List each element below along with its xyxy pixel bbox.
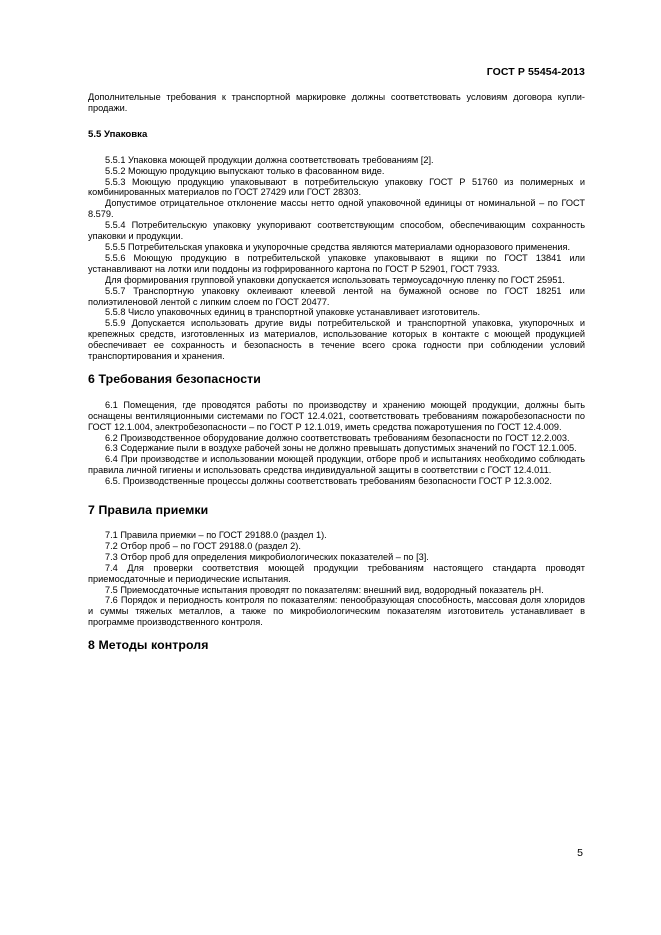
paragraph-7-5: 7.5 Приемосдаточные испытания проводят по показателям: внешний вид, водородный показатель рН. [105, 584, 544, 595]
paragraph-5-5-3-tolerance: Допустимое отрицательное отклонение массы нетто одной упаковочной единицы от номинальной – по ГОСТ 8.579. [88, 198, 585, 220]
paragraph-5-5-6-group: Для формирования групповой упаковки допускается использовать термоусадочную пленку по ГОСТ 25951. [105, 274, 565, 285]
paragraph-7-3: 7.3 Отбор проб для определения микробиологических показателей – по [3]. [105, 551, 429, 562]
section-6-heading: 6 Требования безопасности [88, 371, 261, 386]
section-8-heading: 8 Методы контроля [88, 638, 209, 653]
document-body [88, 92, 585, 666]
paragraph-7-2: 7.2 Отбор проб – по ГОСТ 29188.0 (раздел 2). [105, 540, 301, 551]
paragraph-5-5-6: 5.5.6 Моющую продукцию в потребительской упаковке упаковывают в ящики по ГОСТ 13841 или устанавливают на лотки или поддоны из гофрированного картона по ГОСТ Р 52901, ГОСТ 7933. [88, 252, 585, 274]
intro-paragraph: Дополнительные требования к транспортной маркировке должны соответствовать условиям договора купли-продажи. [88, 92, 585, 113]
paragraph-5-5-2: 5.5.2 Моющую продукцию выпускают только в фасованном виде. [105, 165, 385, 176]
paragraph-5-5-5: 5.5.5 Потребительская упаковка и укупорочные средства являются материалами одноразового применения. [105, 241, 571, 252]
paragraph-6-4: 6.4 При производстве и использовании моющей продукции, отборе проб и испытаниях необходимо соблюдать правила личной гигиены и использовать средства индивидуальной защиты в соответствии с ГОСТ 12.4.011. [88, 454, 585, 476]
section-5-5-heading: 5.5 Упаковка [88, 128, 148, 140]
paragraph-6-2: 6.2 Производственное оборудование должно соответствовать требованиям безопасности по ГОСТ 12.2.003. [105, 432, 570, 443]
paragraph-5-5-4: 5.5.4 Потребительскую упаковку укупоривают соответствующим способом, обеспечивающим сохранность упаковки и продукции. [88, 220, 585, 242]
paragraph-7-4: 7.4 Для проверки соответствия моющей продукции требованиям настоящего стандарта проводят приемосдаточные и периодические испытания. [88, 562, 585, 584]
paragraph-5-5-9: 5.5.9 Допускается использовать другие виды потребительской и транспортной упаковка, укупорочных и крепежных средств, изготовленных из материалов, использование которых в контакте с моющей продукцией обеспечивает ее сохранность и безопасность в течение всего срока годности при соблюдении условий транспортирования и хранения. [88, 318, 585, 362]
paragraph-5-5-7: 5.5.7 Транспортную упаковку оклеивают клеевой лентой на бумажной основе по ГОСТ 18251 или полиэтиленовой лентой с липким слоем по ГОСТ 20477. [88, 285, 585, 307]
paragraph-5-5-1: 5.5.1 Упаковка моющей продукции должна соответствовать требованиям [2]. [105, 154, 434, 165]
paragraph-5-5-3: 5.5.3 Моющую продукцию упаковывают в потребительскую упаковку ГОСТ Р 51760 из полимерных и комбинированных материалов по ГОСТ 27429 или ГОСТ 28303. [88, 176, 585, 198]
paragraph-6-1: 6.1 Помещения, где проводятся работы по производству и хранению моющей продукции, должны быть оснащены вентиляционными системами по ГОСТ 12.4.021, соответствовать требованиям пожаробезопасности по ГОСТ 12.1.004, электробезопасности – по ГОСТ Р 12.1.019, иметь средства пожаротушения по ГОСТ 12.4.009. [88, 399, 585, 432]
paragraph-6-5: 6.5. Производственные процессы должны соответствовать требованиям безопасности ГОСТ Р 12.3.002. [105, 476, 552, 487]
paragraph-6-3: 6.3 Содержание пыли в воздухе рабочей зоны не должно превышать допустимых значений по ГОСТ 12.1.005. [105, 443, 577, 454]
paragraph-7-1: 7.1 Правила приемки – по ГОСТ 29188.0 (раздел 1). [105, 530, 327, 540]
standard-code-header: ГОСТ Р 55454-2013 [486, 66, 585, 78]
section-7-heading: 7 Правила приемки [88, 503, 209, 518]
paragraph-7-6: 7.6 Порядок и периодность контроля по показателям: пенообразующая способность, массовая доля хлоридов и суммы тяжелых металлов, а также по микробиологическим показателям изготовитель устанавливает в программе производственного контроля. [88, 595, 585, 628]
paragraph-5-5-8: 5.5.8 Число упаковочных единиц в транспортной упаковке устанавливает изготовитель. [105, 307, 481, 318]
page-number: 5 [577, 847, 583, 859]
